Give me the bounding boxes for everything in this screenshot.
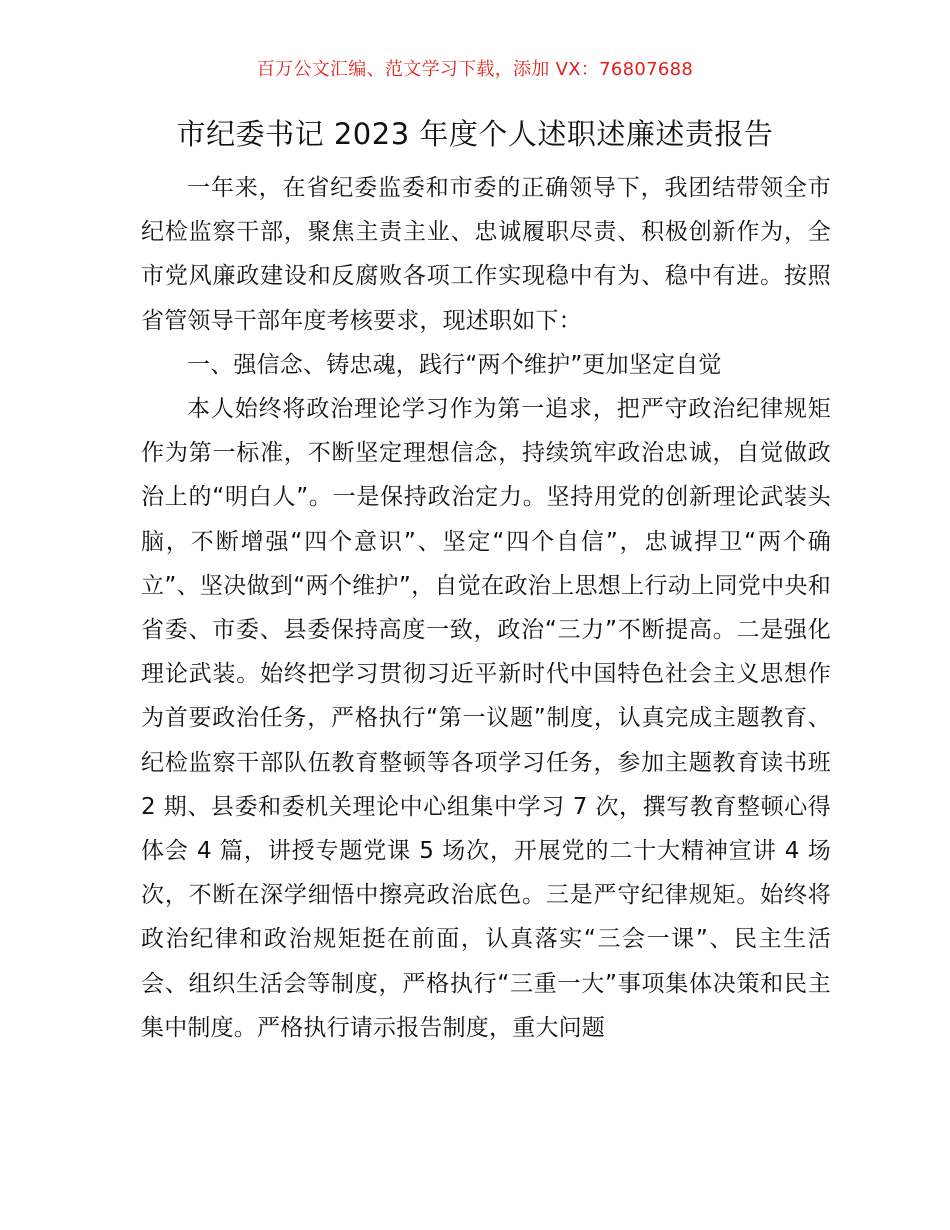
paragraph-section-1: 本人始终将政治理论学习作为第一追求，把严守政治纪律规矩作为第一标准，不断坚定理想信念，持续筑牢政治忠诚，自觉做政治上的“明白人”。一是保持政治定力。坚持用党的创新理论武装头脑，不断增强“四个意识”、坚定“四个自信”，忠诚捍卫“两个确立”、坚决做到“两个维护”，自觉在政治上思想上行动上同党中央和省委、市委、县委保持高度一致，政治“三力”不断提高。二是强化理论武装。始终把学习贯彻习近平新时代中国特色社会主义思想作为首要政治任务，严格执行“第一议题”制度，认真完成主题教育、纪检监察干部队伍教育整顿等各项学习任务，参加主题教育读书班 2 期、县委和委机关理论中心组集中学习 7 次，撰写教育整顿心得体会 4 篇，讲授专题党课 5 场次，开展党的二十大精神宣讲 4 场次，不断在深学细悟中擦亮政治底色。三是严守纪律规矩。始终将政治纪律和政治规矩挺在前面，认真落实“三会一课”、民主生活会、组织生活会等制度，严格执行“三重一大”事项集体决策和民主集中制度。严格执行请示报告制度，重大问题 — [141, 396, 831, 1041]
document-title: 市纪委书记 2023 年度个人述职述廉述责报告 — [176, 117, 774, 151]
header-watermark-note: 百万公文汇编、范文学习下载，添加 VX：76807688 — [256, 59, 694, 80]
paragraph-intro: 一年来，在省纪委监委和市委的正确领导下，我团结带领全市纪检监察干部，聚焦主责主业、忠诚履职尽责、积极创新作为，全市党风廉政建设和反腐败各项工作实现稳中有为、稳中有进。按照省管领导干部年度考核要求，现述职如下： — [141, 175, 831, 334]
section-heading-1: 一、强信念、铸忠魂，践行“两个维护”更加坚定自觉 — [187, 351, 722, 378]
document-body — [141, 166, 831, 1050]
